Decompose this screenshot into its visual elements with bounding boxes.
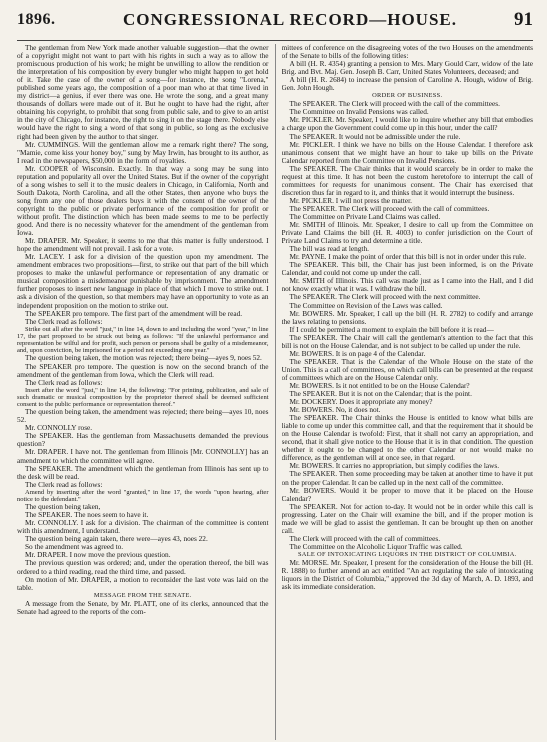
paragraph: Mr. SMITH of Illinois. This call was made just as I came into the Hall, and I did not know exactly what it was. I withdraw the bill. xyxy=(281,276,533,294)
paragraph: On motion of Mr. DRAPER, a motion to reconsider the last vote was laid on the table. xyxy=(17,574,269,592)
paragraph: Mr. DRAPER. I have not. The gentleman from Illinois [Mr. CONNOLLY] has an amendment to which the committee will agree. xyxy=(17,447,269,465)
paragraph: The SPEAKER pro tempore. The question is now on the second branch of the amendment of the gentleman from Iowa, which the Clerk will read. xyxy=(17,361,269,379)
paragraph: The Clerk will proceed with the call of committees. xyxy=(289,533,441,543)
paragraph: The SPEAKER. The amendment which the gentleman from Illinois has sent up to the desk will be read. xyxy=(17,463,269,481)
header-page-number: 91 xyxy=(514,9,533,30)
paragraph: Mr. BOWERS. Would it be proper to move that it be placed on the House Calendar? xyxy=(281,485,533,503)
paragraph: Mr. COOPER of Wisconsin. Exactly. In that way a song may be sung into reputation and popularity all over the United States. But if the owner of the copyright of a song wishes to sell it to the music dealers in Chicago, in California, North and South Dakota, North Carolina, and all the other States, then anyone who buys the song from any one of those dealers buys it with the consent of the owner of the copyright to the public or private performance of the composition for profit or without profit. The distinction which has been made seems to me to be perfectly good. And there is no necessity whatever for the amendment of the gentleman from Iowa. xyxy=(17,163,269,238)
paragraph: The SPEAKER. This bill, the Chair has just been informed, is on the Private Calendar, and could not come up under the call. xyxy=(281,260,533,278)
paragraph: The Clerk read as follows: xyxy=(25,316,103,326)
paragraph: Insert after the word "just," in line 14, the following: "For printing, publication, and sale of such dramatic or musical composition by the proprietor thereof shall be deemed sufficient consent to the public performance or representation thereof." xyxy=(17,386,269,409)
paragraph: The previous question was ordered; and, under the operation thereof, the bill was ordered to a third reading, read the third time, and passed. xyxy=(17,558,269,576)
paragraph: Mr. BOWERS. It carries no appropriation, but simply codifies the laws. xyxy=(289,461,500,471)
text-columns xyxy=(17,44,533,740)
paragraph: The SPEAKER. The Clerk will proceed with the call of the committees. xyxy=(289,99,500,109)
paragraph: The SPEAKER. The Chair thinks the House is entitled to know what bills are liable to come up under this committee call, and that the requirement that it should be on the House Calendar is twofold: First, that it shall not carry an appropriation, and second, that it shall give notice to the House that it is in that condition. The question whether it ought to be changed to the other Calendar or not would make no difference, as the gentleman will at once see, in that regard. xyxy=(281,413,533,463)
page-header xyxy=(17,0,533,41)
paragraph: The Committee on Revision of the Laws was called. xyxy=(289,300,443,310)
paragraph: Mr. BOWERS. Is it not entitled to be on the House Calendar? xyxy=(289,380,470,390)
right-column xyxy=(282,44,534,740)
paragraph: Mr. DRAPER. I now move the previous question. xyxy=(25,550,171,560)
section-heading: ORDER OF BUSINESS. xyxy=(372,92,443,100)
paragraph: Mr. BOWERS. No, it does not. xyxy=(289,405,381,415)
paragraph: Mr. CONNOLLY. I ask for a division. The chairman of the committee is content with this amendment, I understand. xyxy=(17,518,269,536)
paragraph: So the amendment was agreed to. xyxy=(25,542,124,552)
paragraph: Mr. BOWERS. Mr. Speaker, I call up the bill (H. R. 2782) to codify and arrange the laws relating to pensions. xyxy=(281,308,533,326)
paragraph: Mr. DRAPER. Mr. Speaker, it seems to me that this matter is fully understood. I hope the amendment will not prevail. I ask for a vote. xyxy=(17,236,269,254)
paragraph: The gentleman from New York made another valuable suggestion—that the owner of a copyright might not want to part with his rights in such a way as to allow the promiscuous production of his work; he might be unwilling to allow the rendition or the interpretation of his composition by every bungler who might happen to get hold of it. Take the case of the owner of a song—for instance, the song "Lorena," published some years ago, the composition of a poor man who at that time lived in my district—a genius, if ever there was one. He wrote the song, and a great many thousands of dollars were made out of it. But he ought to have had the right, after obtaining his copyright, to prohibit that song from public sale, and to give to an artist in the city of Chicago, for instance, the right to sing it on the stage there. Nobody else would have the right to sing a word of that song in public, so long as the exclusive right had been given by the author to that singer. xyxy=(17,44,269,141)
paragraph: The question being taken, the amendment was rejected; there being—ayes 10, noes 52. xyxy=(17,407,269,425)
paragraph: If I could be permitted a moment to explain the bill before it is read— xyxy=(289,324,494,334)
paragraph: The SPEAKER. But it is not on the Calendar; that is the point. xyxy=(289,389,472,399)
header-year: 1896. xyxy=(17,11,56,28)
header-title: CONGRESSIONAL RECORD—HOUSE. xyxy=(122,10,457,29)
left-column xyxy=(17,44,269,740)
paragraph: Mr. MORSE. Mr. Speaker, I present for the consideration of the House the bill (H. R. 1888) to further amend an act entitled "An act regulating the sale of intoxicating liquors in the District of Columbia," approved the 3d day of March, A. D. 1893, and ask its immediate consideration. xyxy=(281,558,533,592)
paragraph: The question being again taken, there were—ayes 43, noes 22. xyxy=(25,534,208,544)
paragraph: A bill (H. R. 2684) to increase the pension of Caroline A. Hough, widow of Brig. Gen. John Hough. xyxy=(281,75,533,93)
paragraph: Mr. BOWERS. It is on page 4 of the Calendar. xyxy=(289,348,426,358)
paragraph: Mr. PICKLER. I think we have no bills on the House Calendar. I therefore ask unanimous consent that we might have an hour to take up bills on the Private Calendar reported from the Committee on Invalid Pensions. xyxy=(281,139,533,165)
paragraph: The Committee on Invalid Pensions was called. xyxy=(289,107,429,117)
paragraph: The SPEAKER. The noes seem to have it. xyxy=(25,510,149,520)
section-heading: SALE OF INTOXICATING LIQUORS IN THE DISTRICT OF COLUMBIA. xyxy=(297,550,517,558)
paragraph: The question being taken, xyxy=(25,502,101,512)
paragraph: Mr. DOCKERY. Does it appropriate any money? xyxy=(289,397,433,407)
paragraph: The SPEAKER. Then some proceeding may be taken at another time to have it put on the proper Calendar. It can be called up in the next call of the committee. xyxy=(281,469,533,487)
paragraph: The SPEAKER pro tempore. The first part of the amendment will be read. xyxy=(25,308,243,318)
paragraph: The SPEAKER. That is the Calendar of the Whole House on the state of the Union. This is a call of committees, on which call bills can be presented at the request of committees which are on the House Calendar only. xyxy=(281,356,533,382)
paragraph: A message from the Senate, by Mr. PLATT, one of its clerks, announced that the Senate had agreed to the reports of the com- xyxy=(17,598,269,616)
paragraph: Mr. LACEY. I ask for a division of the question upon my amendment. The amendment embraces two propositions—first, to strike out that part of the bill which proposes to make the unlawful performance or representation of any dramatic or musical composition a misdemeanor punishable by imprisonment. The amendment further proposes to insert new language in place of that which I move to strike out. I ask a division of the question, so that members may have an opportunity to vote as an independent proposition on the motion to strike out. xyxy=(17,252,269,310)
paragraph: Strike out all after the word "just," in line 14, down to and including the word "year," in line 17, the part proposed to be struck out being as follows: "If the unlawful performance and representation be wilful and for profit, such person or persons shall be guilty of a misdemeanor, and, upon conviction, be imprisoned for a period not exceeding one year." xyxy=(17,325,269,355)
paragraph: The SPEAKER. The Clerk will proceed with the next committee. xyxy=(289,292,481,302)
paragraph: A bill (H. R. 4354) granting a pension to Mrs. Mary Gould Carr, widow of the late Brig. and Bvt. Maj. Gen. Joseph B. Carr, United States Volunteers, deceased; and xyxy=(281,59,533,77)
paragraph: Mr. CONNOLLY rose. xyxy=(25,423,93,433)
paragraph: mittees of conference on the disagreeing votes of the two Houses on the amendments of the Senate to bills of the following titles: xyxy=(281,44,533,61)
paragraph: Amend by inserting after the word "granted," in line 17, the words "upon hearing, after notice to the defendant." xyxy=(17,488,269,503)
paragraph: The Committee on Private Land Claims was called. xyxy=(289,211,441,221)
paragraph: Mr. PAYNE. I make the point of order that this bill is not in order under this rule. xyxy=(289,252,527,262)
paragraph: The bill was read at length. xyxy=(289,244,369,254)
paragraph: Mr. CUMMINGS. Will the gentleman allow me a remark right there? The song, "Mamie, come kiss your honey boy," sung by May Irwin, has brought to its author, as I read in the newspapers, $50,000 in the form of royalties. xyxy=(17,139,269,165)
paragraph: The SPEAKER. Has the gentleman from Massachusetts demanded the previous question? xyxy=(17,431,269,449)
paragraph: The Committee on the Alcoholic Liquor Traffic was called. xyxy=(289,541,463,551)
section-heading: MESSAGE FROM THE SENATE. xyxy=(93,591,192,599)
column-divider xyxy=(275,44,276,740)
paragraph: Mr. SMITH of Illinois. Mr. Speaker, I desire to call up from the Committee on Private Land Claims the bill (H. R. 4003) to confer jurisdiction on the Court of Private Land Claims to try and determine a title. xyxy=(281,220,533,246)
paragraph: The SPEAKER. The Chair will call the gentleman's attention to the fact that this bill is not on the House Calendar, and is not subject to be called up under the rule. xyxy=(281,332,533,350)
paragraph: The Clerk read as follows: xyxy=(25,479,103,489)
paragraph: The question being taken, the motion was rejected; there being—ayes 9, noes 52. xyxy=(25,353,262,363)
paragraph: The Clerk read as follows: xyxy=(25,377,103,387)
paragraph: The SPEAKER. Not for action to-day. It would not be in order while this call is progressing. Later on the Chair will examine the bill, and if the proper motion is made we will be glad to assist the gentleman. It can be brought up then on another call. xyxy=(281,501,533,535)
paragraph: The SPEAKER. The Clerk will proceed with the call of committees. xyxy=(289,203,490,213)
paragraph: The SPEAKER. The Chair thinks that it would scarcely be in order to make the request at this time. It has not been the custom heretofore to interrupt the call of committees for requests for unanimous consent. The Chair has exercised that discretion thus far in regard to it, and thinks that it would interrupt the business. xyxy=(281,163,533,197)
paragraph: Mr. PICKLER. Mr. Speaker, I would like to inquire whether any bill that embodies a charge upon the Government could come up in this hour, under the call? xyxy=(281,115,533,133)
paragraph: Mr. PICKLER. I will not press the matter. xyxy=(289,195,412,205)
paragraph: The SPEAKER. It would not be admissible under the rule. xyxy=(289,131,461,141)
